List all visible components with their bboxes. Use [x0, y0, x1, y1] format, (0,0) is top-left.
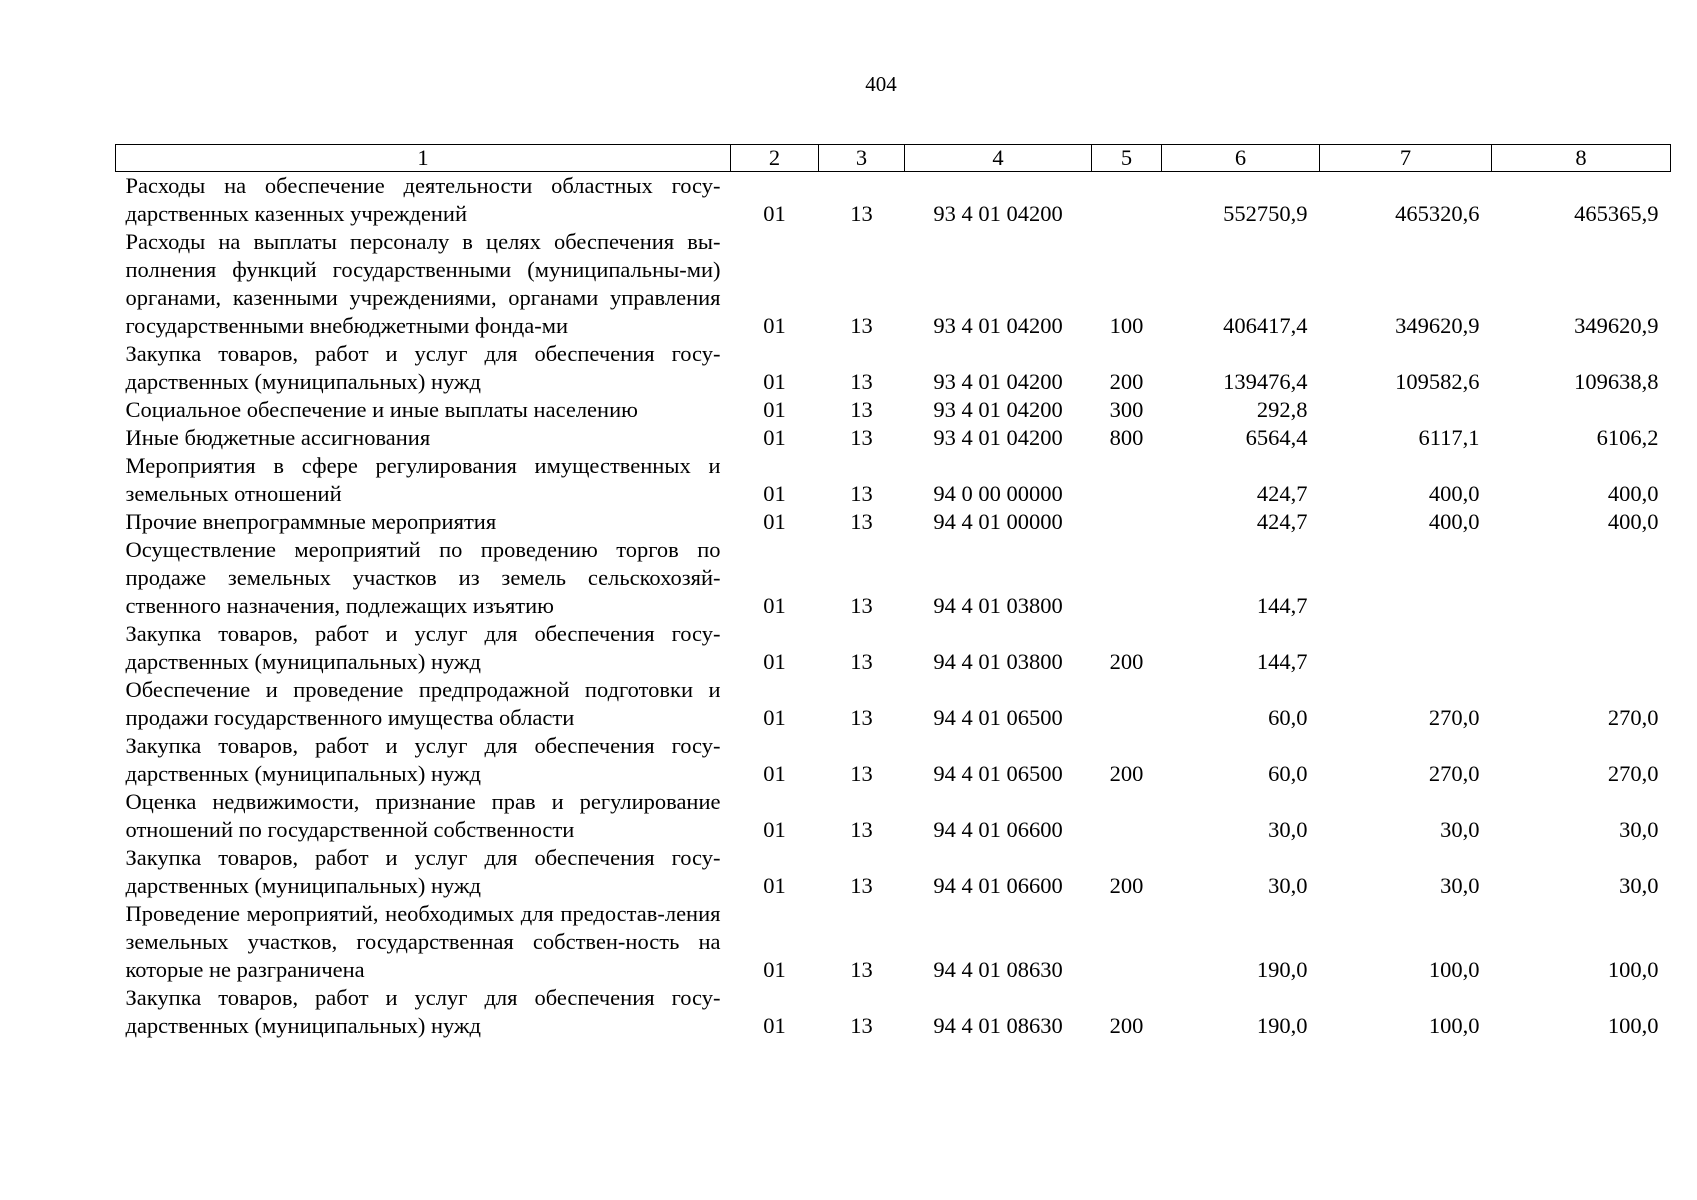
- column-header-3: 3: [819, 145, 905, 172]
- table-row: [116, 732, 1671, 788]
- subsection-code: 13: [850, 1013, 873, 1038]
- amount-col-6: 552750,9: [1223, 201, 1308, 226]
- section-code: 01: [763, 313, 786, 338]
- amount-col-6: 60,0: [1268, 705, 1308, 730]
- target-article-code: 93 4 01 04200: [933, 369, 1063, 394]
- expense-type-code: 800: [1109, 425, 1144, 450]
- section-code: 01: [763, 201, 786, 226]
- amount-col-6: 30,0: [1268, 873, 1308, 898]
- table-body: [116, 172, 1671, 1041]
- amount-col-8: 465365,9: [1574, 201, 1659, 226]
- expense-type-code: 200: [1109, 761, 1144, 786]
- subsection-code: 13: [850, 201, 873, 226]
- amount-col-7: 6117,1: [1418, 425, 1480, 450]
- subsection-code: 13: [850, 509, 873, 534]
- table-row: [116, 172, 1671, 229]
- table-row: [116, 676, 1671, 732]
- expense-name: Осуществление мероприятий по проведению торгов по продаже земельных участков из земель сельскохозяй-ственного назначения, подлежащих изъятию: [125, 537, 721, 618]
- expense-name: Закупка товаров, работ и услуг для обеспечения госу-дарственных (муниципальных) нужд: [125, 621, 721, 674]
- amount-col-8: [1492, 396, 1671, 424]
- expense-type-code: 200: [1109, 649, 1144, 674]
- column-header-6: 6: [1162, 145, 1320, 172]
- amount-col-6: 190,0: [1256, 1013, 1308, 1038]
- amount-col-7: 30,0: [1440, 817, 1480, 842]
- section-code: 01: [763, 649, 786, 674]
- expense-name: Закупка товаров, работ и услуг для обеспечения госу-дарственных (муниципальных) нужд: [125, 985, 721, 1038]
- table-row: [116, 340, 1671, 396]
- amount-col-8: [1492, 536, 1671, 620]
- amount-col-7: [1320, 536, 1492, 620]
- expense-name: Обеспечение и проведение предпродажной подготовки и продажи государственного имущества области: [125, 677, 721, 730]
- expense-type-code: [1092, 172, 1162, 229]
- table-row: [116, 900, 1671, 984]
- table-row: [116, 228, 1671, 340]
- expense-type-code: [1092, 452, 1162, 508]
- target-article-code: 93 4 01 04200: [933, 397, 1063, 422]
- section-code: 01: [763, 481, 786, 506]
- subsection-code: 13: [850, 425, 873, 450]
- amount-col-7: 109582,6: [1395, 369, 1480, 394]
- amount-col-6: 292,8: [1256, 397, 1308, 422]
- amount-col-7: [1320, 396, 1492, 424]
- expense-type-code: 100: [1109, 313, 1144, 338]
- target-article-code: 94 4 01 00000: [933, 509, 1063, 534]
- column-header-2: 2: [731, 145, 819, 172]
- expense-name: Закупка товаров, работ и услуг для обеспечения госу-дарственных (муниципальных) нужд: [125, 733, 721, 786]
- amount-col-6: 424,7: [1256, 481, 1308, 506]
- section-code: 01: [763, 957, 786, 982]
- amount-col-7: 349620,9: [1395, 313, 1480, 338]
- subsection-code: 13: [850, 593, 873, 618]
- subsection-code: 13: [850, 957, 873, 982]
- subsection-code: 13: [850, 369, 873, 394]
- subsection-code: 13: [850, 817, 873, 842]
- amount-col-8: 400,0: [1607, 509, 1659, 534]
- budget-table: [115, 144, 1671, 1040]
- table-row: [116, 788, 1671, 844]
- target-article-code: 93 4 01 04200: [933, 201, 1063, 226]
- expense-name: Расходы на обеспечение деятельности областных госу-дарственных казенных учреждений: [125, 173, 721, 226]
- column-header-7: 7: [1320, 145, 1492, 172]
- table-row: [116, 508, 1671, 536]
- section-code: 01: [763, 1013, 786, 1038]
- expense-type-code: [1092, 676, 1162, 732]
- table-row: [116, 844, 1671, 900]
- expense-name: Закупка товаров, работ и услуг для обеспечения госу-дарственных (муниципальных) нужд: [125, 341, 721, 394]
- column-header-1: 1: [116, 145, 731, 172]
- expense-name: Оценка недвижимости, признание прав и регулирование отношений по государственной собственности: [125, 789, 721, 842]
- subsection-code: 13: [850, 397, 873, 422]
- amount-col-8: 6106,2: [1596, 425, 1659, 450]
- amount-col-7: 270,0: [1428, 705, 1480, 730]
- amount-col-6: 144,7: [1256, 593, 1308, 618]
- header-row: [116, 145, 1671, 172]
- subsection-code: 13: [850, 481, 873, 506]
- amount-col-7: 400,0: [1428, 509, 1480, 534]
- expense-name: Прочие внепрограммные мероприятия: [125, 509, 497, 534]
- subsection-code: 13: [850, 313, 873, 338]
- table-row: [116, 620, 1671, 676]
- amount-col-8: 270,0: [1607, 705, 1659, 730]
- amount-col-7: 400,0: [1428, 481, 1480, 506]
- expense-name: Мероприятия в сфере регулирования имущественных и земельных отношений: [125, 453, 721, 506]
- column-header-8: 8: [1492, 145, 1671, 172]
- amount-col-6: 190,0: [1256, 957, 1308, 982]
- amount-col-8: 109638,8: [1574, 369, 1659, 394]
- amount-col-8: 100,0: [1607, 957, 1659, 982]
- target-article-code: 94 4 01 08630: [933, 1013, 1063, 1038]
- amount-col-7: 270,0: [1428, 761, 1480, 786]
- expense-type-code: [1092, 508, 1162, 536]
- amount-col-7: 100,0: [1428, 957, 1480, 982]
- target-article-code: 94 0 00 00000: [933, 481, 1063, 506]
- subsection-code: 13: [850, 705, 873, 730]
- expense-name: Проведение мероприятий, необходимых для предостав-ления земельных участков, государственная собствен-ность на которые не разграничена: [125, 901, 721, 982]
- section-code: 01: [763, 761, 786, 786]
- expense-type-code: 300: [1109, 397, 1144, 422]
- expense-type-code: [1092, 536, 1162, 620]
- amount-col-8: 349620,9: [1574, 313, 1659, 338]
- target-article-code: 94 4 01 08630: [933, 957, 1063, 982]
- column-header-5: 5: [1092, 145, 1162, 172]
- expense-name: Социальное обеспечение и иные выплаты населению: [125, 397, 638, 422]
- amount-col-6: 139476,4: [1223, 369, 1308, 394]
- amount-col-6: 30,0: [1268, 817, 1308, 842]
- expense-type-code: [1092, 788, 1162, 844]
- amount-col-8: 30,0: [1619, 873, 1659, 898]
- section-code: 01: [763, 369, 786, 394]
- expense-type-code: 200: [1109, 1013, 1144, 1038]
- expense-type-code: 200: [1109, 873, 1144, 898]
- amount-col-8: 400,0: [1607, 481, 1659, 506]
- target-article-code: 94 4 01 06600: [933, 817, 1063, 842]
- amount-col-6: 424,7: [1256, 509, 1308, 534]
- target-article-code: 93 4 01 04200: [933, 313, 1063, 338]
- table-header: [116, 145, 1671, 172]
- target-article-code: 93 4 01 04200: [933, 425, 1063, 450]
- amount-col-7: 465320,6: [1395, 201, 1480, 226]
- amount-col-6: 60,0: [1268, 761, 1308, 786]
- target-article-code: 94 4 01 06600: [933, 873, 1063, 898]
- amount-col-8: 270,0: [1607, 761, 1659, 786]
- column-header-4: 4: [905, 145, 1092, 172]
- section-code: 01: [763, 817, 786, 842]
- subsection-code: 13: [850, 873, 873, 898]
- amount-col-7: 30,0: [1440, 873, 1480, 898]
- subsection-code: 13: [850, 761, 873, 786]
- section-code: 01: [763, 873, 786, 898]
- target-article-code: 94 4 01 06500: [933, 761, 1063, 786]
- expense-type-code: [1092, 900, 1162, 984]
- amount-col-8: [1492, 620, 1671, 676]
- amount-col-6: 6564,4: [1245, 425, 1308, 450]
- target-article-code: 94 4 01 06500: [933, 705, 1063, 730]
- amount-col-8: 30,0: [1619, 817, 1659, 842]
- subsection-code: 13: [850, 649, 873, 674]
- section-code: 01: [763, 425, 786, 450]
- table-row: [116, 984, 1671, 1040]
- section-code: 01: [763, 397, 786, 422]
- amount-col-6: 406417,4: [1223, 313, 1308, 338]
- target-article-code: 94 4 01 03800: [933, 593, 1063, 618]
- expense-name: Закупка товаров, работ и услуг для обеспечения госу-дарственных (муниципальных) нужд: [125, 845, 721, 898]
- table-row: [116, 536, 1671, 620]
- amount-col-8: 100,0: [1607, 1013, 1659, 1038]
- amount-col-7: 100,0: [1428, 1013, 1480, 1038]
- page-number: 404: [865, 72, 897, 96]
- expense-name: Расходы на выплаты персоналу в целях обеспечения вы-полнения функций государственными (муниципальны-ми) органами, казенными учреждениями, органами управления государственными внебюджетными фонда-ми: [125, 229, 721, 338]
- expense-name: Иные бюджетные ассигнования: [125, 425, 431, 450]
- table-row: [116, 452, 1671, 508]
- section-code: 01: [763, 593, 786, 618]
- target-article-code: 94 4 01 03800: [933, 649, 1063, 674]
- section-code: 01: [763, 509, 786, 534]
- table-row: [116, 424, 1671, 452]
- amount-col-6: 144,7: [1256, 649, 1308, 674]
- amount-col-7: [1320, 620, 1492, 676]
- section-code: 01: [763, 705, 786, 730]
- table-row: [116, 396, 1671, 424]
- expense-type-code: 200: [1109, 369, 1144, 394]
